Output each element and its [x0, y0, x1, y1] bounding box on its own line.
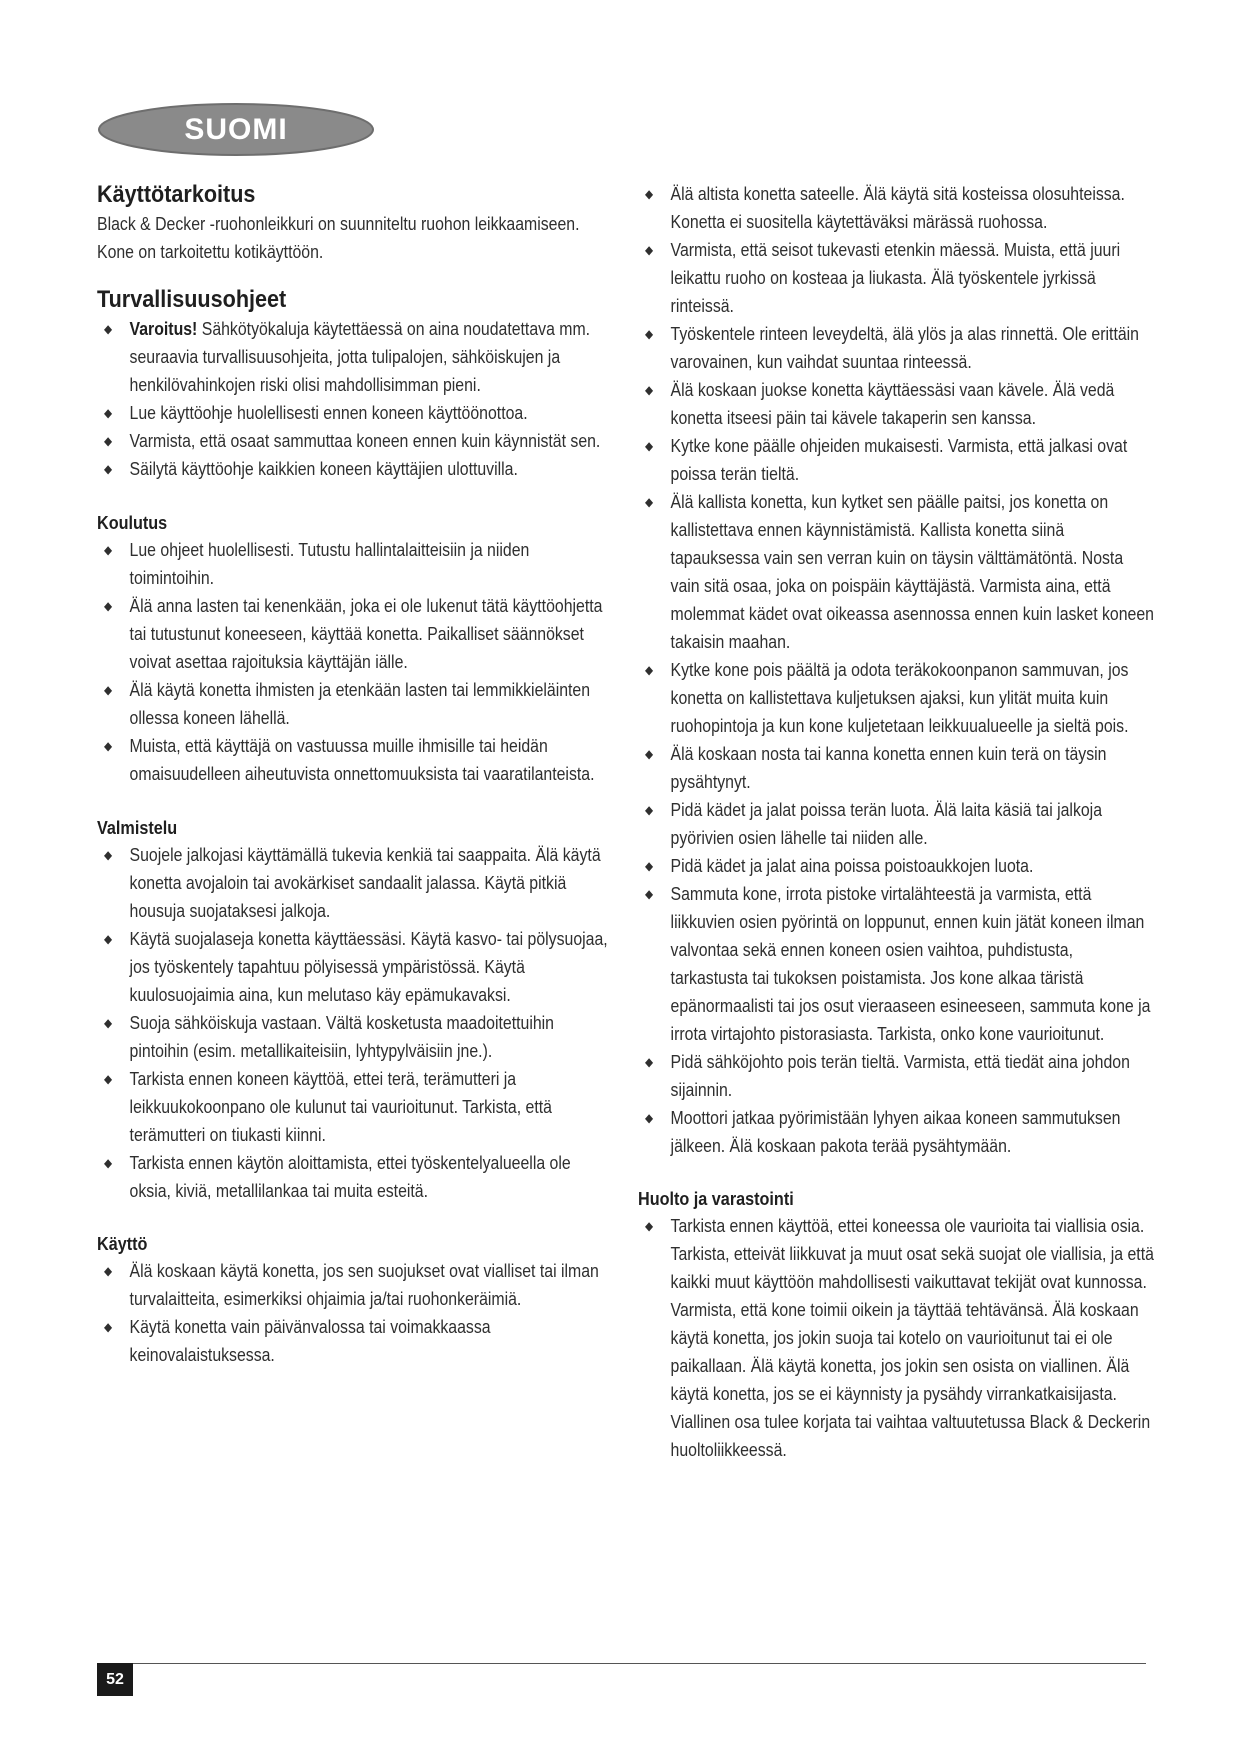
- list-item-text: Säilytä käyttöohje kaikkien koneen käyttäjien ulottuvilla.: [129, 459, 518, 479]
- section-training: [97, 510, 607, 788]
- bullet-icon: ◆: [104, 1156, 113, 1170]
- list-item-text: Älä käytä konetta ihmisten ja etenkään lasten tai lemmikkieläinten ollessa koneen lähellä.: [129, 680, 591, 728]
- list-item-text: Sähkötyökaluja käytettäessä on aina noudatettava mm. seuraavia turvallisuusohjeita, jotta tulipalojen, sähköiskujen ja henkilövahinkojen riski olisi mahdollisimman pieni.: [129, 319, 591, 395]
- list-item: [97, 925, 609, 1009]
- section-intended-use: [97, 180, 607, 266]
- bullet-icon: ◆: [645, 1111, 654, 1125]
- bullet-icon: ◆: [104, 434, 113, 448]
- section-preparation: [97, 815, 607, 1205]
- bullet-icon: ◆: [104, 462, 113, 476]
- list-item-text: Älä koskaan käytä konetta, jos sen suojukset ovat vialliset tai ilman turvalaitteita, esimerkiksi ohjaimia ja/tai ruohonkeräimiä.: [129, 1261, 599, 1309]
- list-item: [638, 180, 1155, 236]
- list-item-text: Tarkista ennen koneen käyttöä, ettei terä, terämutteri ja leikkuukokoonpano ole kulunut tai vaurioitunut. Tarkista, että terämutteri on tiukasti kiinni.: [129, 1069, 552, 1145]
- bullet-icon: ◆: [104, 599, 113, 613]
- bullet-icon: ◆: [645, 327, 654, 341]
- list-item-text: Pidä sähköjohto pois terän tieltä. Varmista, että tiedät aina johdon sijainnin.: [670, 1052, 1130, 1100]
- bullet-icon: ◆: [104, 543, 113, 557]
- list-item: [638, 740, 1155, 796]
- bullet-icon: ◆: [104, 322, 113, 336]
- list-item: [97, 1313, 609, 1369]
- bullet-icon: ◆: [104, 932, 113, 946]
- section-operation-continued: [638, 180, 1153, 1160]
- bullet-icon: ◆: [104, 406, 113, 420]
- list-item: [638, 432, 1155, 488]
- list-item-text: Käytä suojalaseja konetta käyttäessäsi. Käytä kasvo- tai pölysuojaa, jos työskentely tapahtuu pölyisessä ympäristössä. Käytä kuulosuojaimia aina, kun melutaso käy epämukavaksi.: [129, 929, 608, 1005]
- list-item: [638, 656, 1155, 740]
- list-item-text: Älä koskaan juokse konetta käyttäessäsi vaan kävele. Älä vedä konetta itseesi päin tai kävele takaperin sen kanssa.: [670, 380, 1115, 428]
- section-operation: [97, 1231, 607, 1369]
- list-item: [638, 1048, 1155, 1104]
- list-item: [97, 592, 609, 676]
- subsection-heading: Käyttö: [97, 1234, 148, 1254]
- list-item-text: Kytke kone pois päältä ja odota teräkokoonpanon sammuvan, jos konetta on kallistettava kuljetuksen ajaksi, kun ylität muita kuin ruohopintoja ja kun kone kuljetetaan leikkuualueelle ja sieltä pois.: [670, 660, 1129, 736]
- bullet-icon: ◆: [104, 1016, 113, 1030]
- warning-label: Varoitus!: [129, 319, 198, 339]
- list-item: [97, 732, 609, 788]
- bullet-list: [638, 1212, 1155, 1464]
- left-column: [97, 180, 607, 1369]
- bullet-icon: ◆: [104, 1320, 113, 1334]
- list-item: [97, 841, 609, 925]
- bullet-icon: ◆: [645, 803, 654, 817]
- list-item-text: Tarkista ennen käyttöä, ettei koneessa ole vaurioita tai viallisia osia. Tarkista, etteivät liikkuvat ja muut osat sekä suojat ole viallisia, ja että kaikki muut käyttöön mahdollisesti vaikuttavat tekijät ovat kunnossa. Varmista, että kone toimii oikein ja täyttää tehtävänsä. Älä koskaan käytä konetta, jos jokin suoja tai kotelo on vaurioitunut tai ei ole paikallaan. Älä käytä konetta, jos jokin sen osista on viallinen. Älä käytä konetta, jos se ei käynnisty ja pysähdy virrankatkaisijasta. Viallinen osa tulee korjata tai vaihtaa valtuutetussa Black & Deckerin huoltoliikkeessä.: [670, 1216, 1154, 1460]
- bullet-icon: ◆: [645, 859, 654, 873]
- bullet-icon: ◆: [645, 187, 654, 201]
- bullet-list: [97, 1257, 609, 1369]
- list-item: [638, 796, 1155, 852]
- bullet-icon: ◆: [104, 1072, 113, 1086]
- list-item: [638, 488, 1155, 656]
- list-item-text: Työskentele rinteen leveydeltä, älä ylös ja alas rinnettä. Ole erittäin varovainen, kun vaihdat suuntaa rinteessä.: [670, 324, 1139, 372]
- bullet-icon: ◆: [104, 739, 113, 753]
- section-heading: Turvallisuusohjeet: [97, 286, 287, 313]
- language-badge: [97, 102, 375, 157]
- bullet-icon: ◆: [645, 495, 654, 509]
- right-column: [638, 180, 1153, 1464]
- section-heading: Käyttötarkoitus: [97, 181, 256, 208]
- paragraph: Black & Decker -ruohonleikkuri on suunniteltu ruohon leikkaamiseen.: [97, 214, 580, 234]
- list-item-text: Varmista, että seisot tukevasti etenkin mäessä. Muista, että juuri leikattu ruoho on kosteaa ja liukasta. Älä työskentele jyrkissä rinteissä.: [670, 240, 1121, 316]
- list-item: [97, 315, 609, 399]
- list-item: [97, 536, 609, 592]
- list-item: [97, 1065, 609, 1149]
- list-item: [638, 852, 1155, 880]
- footer-divider: [97, 1663, 1146, 1664]
- bullet-list: [638, 180, 1155, 1160]
- section-safety: [97, 285, 607, 483]
- list-item-text: Pidä kädet ja jalat poissa terän luota. Älä laita käsiä tai jalkoja pyörivien osien lähelle tai niiden alle.: [670, 800, 1103, 848]
- list-item-text: Lue käyttöohje huolellisesti ennen koneen käyttöönottoa.: [129, 403, 528, 423]
- list-item: [97, 455, 609, 483]
- list-item-text: Kytke kone päälle ohjeiden mukaisesti. Varmista, että jalkasi ovat poissa terän tieltä.: [670, 436, 1128, 484]
- bullet-icon: ◆: [645, 747, 654, 761]
- list-item: [638, 1104, 1155, 1160]
- list-item: [638, 1212, 1155, 1464]
- list-item: [638, 376, 1155, 432]
- list-item: [97, 1149, 609, 1205]
- subsection-heading: Valmistelu: [97, 818, 178, 838]
- paragraph: Kone on tarkoitettu kotikäyttöön.: [97, 242, 324, 262]
- bullet-icon: ◆: [104, 848, 113, 862]
- list-item-text: Käytä konetta vain päivänvalossa tai voimakkaassa keinovalaistuksessa.: [129, 1317, 491, 1365]
- list-item: [97, 399, 609, 427]
- bullet-list: [97, 315, 609, 483]
- list-item-text: Älä koskaan nosta tai kanna konetta ennen kuin terä on täysin pysähtynyt.: [670, 744, 1107, 792]
- list-item-text: Varmista, että osaat sammuttaa koneen ennen kuin käynnistät sen.: [129, 431, 601, 451]
- list-item-text: Älä anna lasten tai kenenkään, joka ei ole lukenut tätä käyttöohjetta tai tutustunut koneeseen, käyttää konetta. Paikalliset säännökset voivat asettaa rajoituksia käyttäjän iälle.: [129, 596, 603, 672]
- list-item: [638, 236, 1155, 320]
- bullet-icon: ◆: [645, 383, 654, 397]
- list-item: [97, 1009, 609, 1065]
- list-item-text: Älä altista konetta sateelle. Älä käytä sitä kosteissa olosuhteissa. Konetta ei suositella käytettäväksi märässä ruohossa.: [670, 184, 1125, 232]
- bullet-icon: ◆: [104, 683, 113, 697]
- list-item: [638, 880, 1155, 1048]
- page-number: 52: [97, 1663, 133, 1696]
- list-item-text: Lue ohjeet huolellisesti. Tutustu hallintalaitteisiin ja niiden toimintoihin.: [129, 540, 530, 588]
- list-item-text: Suoja sähköiskuja vastaan. Vältä kosketusta maadoitettuihin pintoihin (esim. metallikaiteisiin, lyhtypylväisiin jne.).: [129, 1013, 554, 1061]
- list-item: [97, 1257, 609, 1313]
- language-label: SUOMI: [184, 113, 288, 146]
- bullet-icon: ◆: [645, 1219, 654, 1233]
- subsection-heading: Koulutus: [97, 513, 168, 533]
- list-item-text: Älä kallista konetta, kun kytket sen päälle paitsi, jos konetta on kallistettava ennen käynnistämistä. Kallista konetta siinä tapauksessa vain sen verran kuin on täysin välttämätöntä. Nosta vain sitä osaa, joka on poispäin käyttäjästä. Varmista aina, että molemmat kädet ovat oikeassa asennossa ennen kuin lasket koneen takaisin maahan.: [670, 492, 1154, 652]
- list-item-text: Sammuta kone, irrota pistoke virtalähteestä ja varmista, että liikkuvien osien pyörintä on loppunut, ennen kuin jätät koneen ilman valvontaa sekä ennen koneen osien vaihtoa, puhdistusta, tarkastusta tai tukoksen poistamista. Jos kone alkaa täristä epänormaalisti tai jos osut vieraaseen esineeseen, sammuta kone ja irrota virtajohto pistorasiasta. Tarkista, onko kone vaurioitunut.: [670, 884, 1151, 1044]
- list-item-text: Muista, että käyttäjä on vastuussa muille ihmisille tai heidän omaisuudelleen aiheutuvista onnettomuuksista tai vaaratilanteista.: [129, 736, 595, 784]
- list-item: [97, 427, 609, 455]
- list-item-text: Suojele jalkojasi käyttämällä tukevia kenkiä tai saappaita. Älä käytä konetta avojaloin tai avokärkiset sandaalit jalassa. Käytä pitkiä housuja suojataksesi jalkoja.: [129, 845, 601, 921]
- list-item-text: Pidä kädet ja jalat aina poissa poistoaukkojen luota.: [670, 856, 1034, 876]
- list-item: [97, 676, 609, 732]
- paragraph-list: [97, 210, 609, 266]
- list-item: [638, 320, 1155, 376]
- subsection-heading: Huolto ja varastointi: [638, 1189, 794, 1209]
- list-item-text: Moottori jatkaa pyörimistään lyhyen aikaa koneen sammutuksen jälkeen. Älä koskaan pakota terää pysähtymään.: [670, 1108, 1121, 1156]
- bullet-icon: ◆: [645, 887, 654, 901]
- section-maintenance: [638, 1186, 1153, 1464]
- bullet-icon: ◆: [645, 439, 654, 453]
- bullet-icon: ◆: [104, 1264, 113, 1278]
- bullet-icon: ◆: [645, 1055, 654, 1069]
- bullet-list: [97, 841, 609, 1205]
- list-item-text: Tarkista ennen käytön aloittamista, ettei työskentelyalueella ole oksia, kiviä, metallilankaa tai muita esteitä.: [129, 1153, 571, 1201]
- bullet-icon: ◆: [645, 663, 654, 677]
- bullet-icon: ◆: [645, 243, 654, 257]
- bullet-list: [97, 536, 609, 788]
